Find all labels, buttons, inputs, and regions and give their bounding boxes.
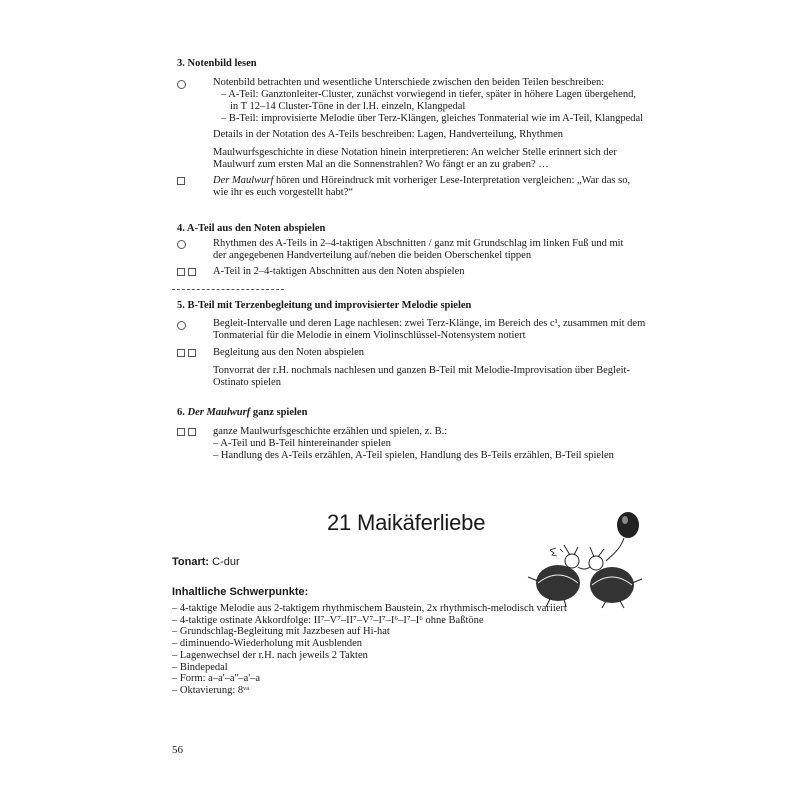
list-item: – Oktavierung: 8ᵛᵃ [172,684,250,696]
list-item: – 4-taktige ostinate Akkordfolge: II⁷–V⁷–II⁷–V⁷–I⁷–I⁶–I⁷–I⁶ ohne Baßtöne [172,614,484,626]
section-3-item-3 [213,147,633,171]
text-line: Rhythmen des A-Teils in 2–4-taktigen Abschnitten / ganz mit Grundschlag im linken Fuß und mit [213,238,624,249]
text-line: A-Teil in 2–4-taktigen Abschnitten aus den Noten abspielen [213,266,465,277]
text-line: Maulwurf zum ersten Mal an die Sonnenstrahlen? Wo fängt er an zu graben? … [213,159,549,170]
section-3-item-2 [213,129,633,141]
section-4-item-2 [213,266,633,278]
focus-points-list [172,603,567,697]
focus-points-heading: Inhaltliche Schwerpunkte: [172,586,309,598]
text-span: hören und Höreindruck mit vorheriger Lese-Interpretation vergleichen: „War das so, [273,175,631,186]
section-4-item-1 [213,238,633,262]
circle-icon [177,240,186,253]
text-line [213,175,633,187]
piece-title: 21 Maikäferliebe [327,510,486,535]
work-title: Der Maulwurf [213,175,274,186]
list-item: – Form: a–a'–a''–a'–a [172,673,261,685]
divider [172,289,284,290]
list-item: – Grundschlag-Begleitung mit Jazzbesen auf Hi-hat [172,626,390,638]
list-item: – Lagenwechsel der r.H. nach jeweils 2 Takten [172,649,368,661]
list-item: – 4-taktige Melodie aus 2-taktigem rhythmischem Baustein, 2x rhythmisch-melodisch variiert [172,603,567,614]
text-line: Notenbild betrachten und wesentliche Unterschiede zwischen den beiden Teilen beschreiben: [213,77,605,88]
beetle-illustration [520,505,670,610]
section-heading-6 [177,407,307,419]
text-line: Tonmaterial für die Melodie in einem Violinschlüssel-Notensystem notiert [213,330,526,341]
section-heading-5: 5. B-Teil mit Terzenbegleitung und improvisierter Melodie spielen [177,300,472,311]
section-3-item-1 [213,77,644,125]
section-6-item-1 [213,426,633,462]
text-line: wie ihr es euch vorgestellt habt?“ [213,187,354,198]
double-checkbox-icon [177,349,199,361]
section-5-item-1 [213,318,646,342]
text-line: ganze Maulwurfsgeschichte erzählen und spielen, z. B.: [213,426,448,437]
list-item: – Bindepedal [172,661,228,673]
key-info [172,556,240,568]
section-5-item-3 [213,365,633,389]
circle-icon [177,80,186,93]
text-line: Maulwurfsgeschichte in diese Notation hinein interpretieren: An welcher Stelle erinnert sich der [213,147,617,158]
text-line: Ostinato spielen [213,377,281,388]
text-line: Details in der Notation des A-Teils beschreiben: Lagen, Handverteilung, Rhythmen [213,129,564,140]
text-line: Begleitung aus den Noten abspielen [213,347,365,358]
text-line: – Handlung des A-Teils erzählen, A-Teil spielen, Handlung des B-Teils erzählen, B-Teil spielen [213,450,614,461]
section-5-item-2 [213,347,633,359]
section-3-item-4 [213,175,633,199]
heading-prefix: 6. [177,407,188,418]
section-heading-3: 3. Notenbild lesen [177,58,257,69]
double-checkbox-icon [177,428,199,440]
text-line: – A-Teil und B-Teil hintereinander spielen [213,438,391,449]
key-label: Tonart: [172,556,210,568]
heading-suffix: ganz spielen [250,407,308,418]
text-line: Tonvorrat der r.H. nochmals nachlesen und ganzen B-Teil mit Melodie-Improvisation über Begleit- [213,365,630,376]
text-line: in T 12–14 Cluster-Töne in der l.H. einzeln, Klangpedal [230,101,466,112]
page-number: 56 [172,744,183,756]
key-value: C-dur [209,556,240,568]
text-line: – A-Teil: Ganztonleiter-Cluster, zunächst vorwiegend in tiefer, später in höhere Lagen übergehend, [221,89,636,100]
checkbox-icon [177,177,188,189]
double-checkbox-icon [177,268,199,280]
section-heading-4: 4. A-Teil aus den Noten abspielen [177,223,326,234]
work-title: Der Maulwurf [187,407,251,418]
circle-icon [177,321,186,334]
text-line: Begleit-Intervalle und deren Lage nachlesen: zwei Terz-Klänge, im Bereich des c¹, zusammen mit dem [213,318,646,329]
text-line: – B-Teil: improvisierte Melodie über Terz-Klängen, gleiches Tonmaterial wie im A-Teil, Klangpedal [221,113,644,124]
text-line: der angegebenen Handverteilung auf/neben die beiden Oberschenkel tippen [213,250,532,261]
list-item: – diminuendo-Wiederholung mit Ausblenden [172,638,363,650]
